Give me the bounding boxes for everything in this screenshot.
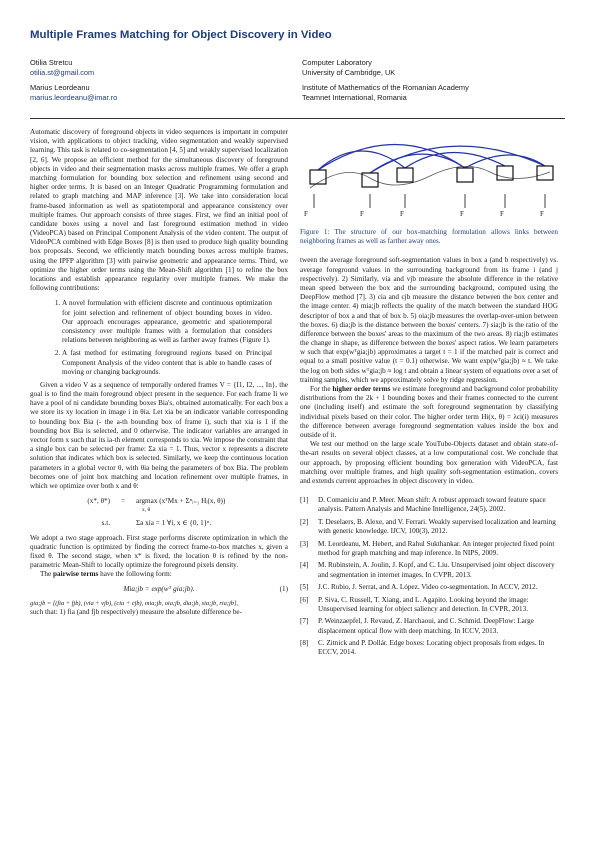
eq-number: (1) [279, 584, 288, 593]
eq-constraint: Σa xia = 1 ∀i, x ∈ {0, 1}ⁿ. [136, 518, 212, 527]
affiliation-block-1 [302, 58, 395, 77]
contribution-list [30, 299, 288, 377]
paper-title: Multiple Frames Matching for Object Discovery in Video [30, 29, 332, 41]
eq-argmax-sub: x, θ [142, 507, 151, 514]
contribution-item: 1. A novel formulation with efficient discrete and continuous optimization for joint selection and refinement of object bounding boxes in video. Our approach encourages appearance, geometric and spatiotemporal consistency over multiple frames with a formulation that considers relations between neighboring as well as farther away frames (Figure 1). [62, 299, 288, 345]
contribution-item: 2. A fast method for estimating foreground regions based on Principal Component Analysis of the video content that is able to handle cases of moving or changing backgrounds. [62, 349, 288, 377]
reference-item: [7] P. Weinzaepfel, J. Revaud, Z. Harchaoui, and C. Schmid. DeepFlow: Large displacement optical flow with deep matching. In ICCV, 2013. [300, 617, 534, 635]
g-description: such that: 1) fia (and fjb respectively) measure the absolute difference be- [30, 608, 243, 616]
eq-rhs: argmax (xᵀMx + Σⁿᵢ₌₁ Hᵢ(x, θ)) [136, 497, 226, 506]
higher-order-bold: higher order terms [332, 385, 391, 393]
affiliation-line: Computer Laboratory [302, 58, 372, 67]
author-email[interactable]: marius.leordeanu@imar.ro [30, 92, 118, 102]
figure-1 [300, 128, 558, 228]
pairwise-features-paragraph: tween the average foreground soft-segmentation values in box a (and b respectively) vs. average foreground values in the surrounding background from its frame i (and j respectively). 2) Similarly, via and vjb measure the absolute difference in the relative mean speed between the box and the surrounding background, computed using the DeepFlow method [7]. 3) cia and cjb measure the distance between the box center and the image center. 4) mia;jb reflects the quality of the match between the standard HOG descriptor of box a and that of box b. 5) oia;jb measures the overlap-over-union between the boxes. 6) dia;jb is the distance between the boxes' centers. 7) sia;jb is the ratio of the difference between the boxes' areas to the maximum of the two areas. 8) ria;jb estimates the change in shape, as difference between the boxes' aspect ratios. We learn parameters w such that exp(wᵀgia;jb) approximates a target t = 1 if the matched pair is correct and equal to a small positive value (t = 0.1) otherwise. We want exp(wᵀgia;jb) ≈ t. We take the log on both sides wᵀgia;jb ≈ log t and obtain a linear system of equations over a set of training samples, which we approximately solve by ridge regression. [300, 256, 558, 384]
link-arc [405, 152, 505, 168]
frame-box [537, 166, 553, 180]
eq-st: s.t. [101, 518, 110, 527]
higher-lead: For the [310, 385, 331, 393]
reference-list [300, 496, 558, 658]
header-divider [30, 118, 565, 119]
author-email[interactable]: otilia.st@gmail.com [30, 67, 95, 77]
higher-order-paragraph [300, 385, 558, 440]
pairwise-intro: The pairwise terms have the following form: [40, 570, 172, 579]
reference-item: [1] D. Comaniciu and P. Meer. Mean shift: A robust approach toward feature space analysis. Pattern Analysis and Machine Intelligence, 24(5), 2002. [300, 496, 546, 514]
frame-label: F [304, 210, 308, 218]
affiliation-line: Teamnet International, Romania [302, 92, 407, 102]
frame-box [310, 170, 326, 184]
left-column [30, 128, 288, 617]
right-column [300, 128, 558, 661]
eq-lhs: (x*, θ*) [87, 497, 110, 506]
author-block-2 [30, 83, 117, 102]
figure-caption: Figure 1: The structure of our box-matching formulation allows links between neighboring frames as well as farther away ones. [300, 228, 558, 246]
equation-optimization [80, 497, 288, 528]
author-block-1 [30, 58, 94, 77]
frame-label: F [500, 210, 504, 218]
reference-item: [2] T. Deselaers, B. Alexe, and V. Ferrari. Weakly supervised localization and learning with generic knowledge. IJCV, 100(3), 2012. [300, 517, 556, 536]
trajectory-line [310, 166, 550, 188]
eq-pairwise: Mia;jb = exp(wᵀ gia;jb). [123, 584, 195, 593]
approach-paragraph: We adopt a two stage approach. First stage performs discrete optimization in which the quadratic function is optimized by finding the correct frame-to-box matches x, given a fixed θ. The second stage, when x* is fixed, the location θ is refined by the non-parametric Mean-Shift to locally optimize the foreground pixels density. [30, 533, 288, 570]
frame-label: F [360, 210, 364, 218]
author-name: Marius Leordeanu [30, 83, 90, 92]
pairwise-bold: pairwise terms [52, 570, 99, 579]
figure-diagram [300, 128, 558, 228]
frame-label: F [540, 210, 544, 218]
higher-order-text: we estimate foreground and background color probability distributions from the 2k + 1 bounding boxes and their frames connected to the current one (including itself) and estimate the soft foreground segmentation by classifying individual pixels based on their color. The higher order term Hi(x, θ) = λci(i) measures the difference between average foreground segmentation values inside the box and outside of it. [300, 385, 558, 439]
equation-pairwise [30, 585, 288, 594]
link-arc [370, 154, 465, 173]
reference-item: [8] C. Zitnick and P. Dollár. Edge boxes: Locating object proposals from edges. In ECCV, 2014. [300, 639, 545, 657]
affiliation-line: University of Cambridge, UK [302, 67, 396, 77]
eq-sign: = [120, 497, 126, 506]
intro-paragraph: Automatic discovery of foreground objects in video sequences is important in computer vision, with applications to object tracking, video segmentation and weakly supervised learning. This task is related to co-segmentation [4, 5] and weakly supervised localization [2, 6]. We propose an efficient method for the simultaneous discovery of foreground objects in video and their segmentation masks across multiple frames. We offer a graph matching formulation for bounding box selection and refinement using second and higher order terms. It is based on an Integer Quadratic Programming formulation and related to graph matching and MAP inference [3]. We take into consideration local frame-based information as well as spatiotemporal and appearance consistency over multiple frames. Our approach consists of three stages. First, we find an initial pool of candidate boxes using a novel and fast foreground estimation method in video (VideoPCA) based on Principal Component Analysis of the video content. The output of VideoPCA combined with Edge Boxes [8] is then used to produce high quality bounding box proposals. Second, we efficiently match bounding boxes across multiple frames, using the IPFP algorithm [3] with pairwise geometric and appearance terms. Third, we optimize the higher order terms using the Mean-Shift algorithm [1] to refine the box locations and establish appearance regularity over multiple frames. We make the following contributions: [30, 128, 288, 293]
reference-item: [4] M. Rubinstein, A. Joulin, J. Kopf, and C. Liu. Unsupervised joint object discovery and segmentation in internet images. In CVPR, 2013. [300, 561, 555, 579]
affiliation-block-2 [302, 83, 469, 102]
affiliation-line: Institute of Mathematics of the Romanian Academy [302, 83, 469, 92]
reference-item: [5] J.C. Rubio, J. Serrat, and A. López. Video co-segmentation. In ACCV, 2012. [300, 583, 538, 592]
g-vector: gia;jb = [(fia + fjb), (via + vjb), (cia + cjb), mia;jb, oia;jb, dia;jb, sia;jb, ria;jb], [30, 599, 239, 607]
reference-item: [3] M. Leordeanu, M. Hebert, and Rahul Sukthankar. An integer projected fixed point method for graph matching and map inference. In NIPS, 2009. [300, 539, 555, 557]
problem-paragraph: Given a video V as a sequence of temporally ordered frames V = {I1, I2, ..., In}, the goal is to find the main foreground object present in the sequence. For each frame Ii we have a pool of ni candidate bounding boxes Bia's, obtained automatically. For each box a we store its xy location in image i in θia. Let xia be an indicator variable corresponding to bounding box Bia (- the a-th bounding box of frame i), such that xia is 1 if the bounding box Bia is selected, and 0 otherwise. The indicator variables are arranged in vector form x such that its ia-th element corresponds to xia. We impose the constraint that a single box can be selected per frame: Σa xia = 1. Thus, vector x represents a discrete solution that indicates which box is selected. Similarly, we keep the continuous location parameters in a global vector θ, with θia being the parameters of box Bia. The problem becomes one of joint box matching and location refinement over multiple frames, in which we optimize over both x and θ: [30, 380, 288, 490]
frame-label: F [400, 210, 404, 218]
reference-item: [6] P. Siva, C. Russell, T. Xiang, and L. Agapito. Looking beyond the image: Unsupervised learning for object saliency and detection. In CVPR, 2013. [300, 595, 529, 613]
frame-box [457, 168, 473, 182]
frame-box [397, 168, 413, 182]
frame-label: F [460, 210, 464, 218]
results-paragraph: We test our method on the large scale YouTube-Objects dataset and obtain state-of-the-art results on several object classes, at a low computational cost. We conclude that our approach, by proposing efficient bounding box generation with VideoPCA, fast matching over multiple frames, and high quality soft-segmentation estimation, covers and extends current approaches in object discovery in video. [300, 440, 558, 485]
author-name: Otilia Stretcu [30, 58, 73, 67]
